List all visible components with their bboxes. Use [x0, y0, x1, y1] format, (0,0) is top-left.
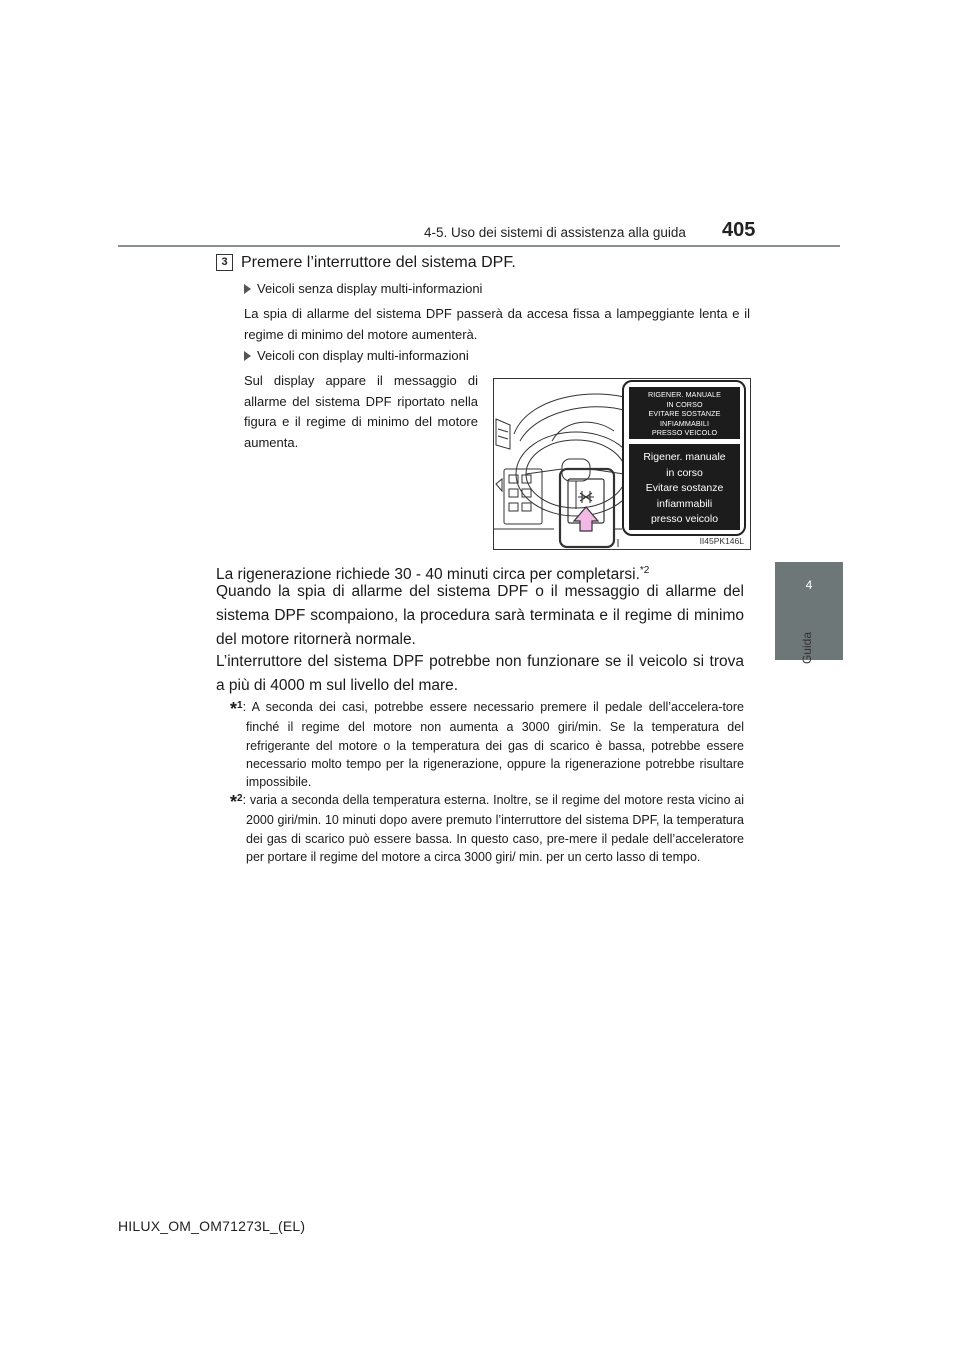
- footnote-1: [230, 697, 744, 791]
- document-id: HILUX_OM_OM71273L_(EL): [118, 1218, 306, 1234]
- message-line: EVITARE SOSTANZE: [648, 409, 721, 419]
- footnote-star: *$^1$: [230, 699, 243, 719]
- chapter-tab-number: 4: [805, 578, 813, 592]
- paragraph-altitude: L’interruttore del sistema DPF potrebbe non funzionare se il veicolo si trova a più di 4000 m sul livello del mare.: [216, 653, 744, 694]
- message-line: presso veicolo: [650, 513, 719, 525]
- header-divider: [118, 245, 840, 247]
- chapter-tab-label: Guida: [800, 632, 814, 665]
- case-heading-no-display: [244, 281, 482, 296]
- message-line: RIGENER. MANUALE: [647, 390, 722, 399]
- message-line: in corso: [666, 466, 703, 479]
- message-display-uppercase: [629, 387, 740, 439]
- case-heading-label: Veicoli con display multi-informazioni: [257, 348, 469, 363]
- step-title: Premere l’interruttore del sistema DPF.: [241, 254, 516, 271]
- step-number-badge: 3: [216, 254, 233, 271]
- triangle-bullet-icon: [244, 351, 251, 361]
- case-text-with-display: Sul display appare il messaggio di allarme del sistema DPF riportato nella figura e il regime di minimo del motore aumenta.: [244, 373, 478, 450]
- paragraph-completion: Quando la spia di allarme del sistema DPF o il messaggio di allarme del sistema DPF scompaiono, la procedura sarà terminata e il regime di minimo del motore ritornerà normale.: [216, 583, 744, 648]
- case-heading-label: Veicoli senza display multi-informazioni: [257, 281, 483, 296]
- footnote-text: : varia a seconda della temperatura esterna. Inoltre, se il regime del motore resta vicino ai 2000 giri/min. 10 minuti dopo avere premuto l’interruttore del sistema DPF, la temperatura dei gas di scarico può essere bassa. In questo caso, pre-mere il pedale dell’acceleratore per portare il regime del motore a circa 3000 giri/ min. per un certo lasso di tempo.: [242, 793, 744, 864]
- figure-code: II45PK146L: [699, 536, 744, 546]
- footnote-2: [230, 790, 744, 866]
- message-display-mixedcase: [629, 444, 740, 530]
- message-line: Evitare sostanze: [645, 482, 724, 494]
- message-line: Rigener. manuale: [643, 451, 726, 463]
- paragraph-text: La rigenerazione richiede 30 - 40 minuti circa per completarsi.: [216, 566, 640, 584]
- footnote-text: : A seconda dei casi, potrebbe essere necessario premere il pedale dell’accelera-tore finché il regime del motore non aumenta a 3000 giri/min. Se la temperatura del refrigerante del motore o la temperatura dei gas di scarico è bassa, potrebbe essere necessario molto tempo per la rigenerazione, oppure la rigenerazione potrebbe risultare impossibile.: [242, 700, 744, 790]
- case-text-no-display: La spia di allarme del sistema DPF passerà da accesa fissa a lampeggiante lenta e il regime di minimo del motore aumenterà.: [244, 306, 750, 342]
- message-line: infiammabili: [656, 497, 713, 510]
- footnote-star: *$^2$: [230, 792, 243, 812]
- case-heading-with-display: [244, 348, 469, 363]
- triangle-bullet-icon: [244, 284, 251, 294]
- footnote-reference: *2: [639, 565, 650, 576]
- section-title: 4-5. Uso dei sistemi di assistenza alla guida: [424, 225, 686, 240]
- page-number: 405: [722, 219, 756, 241]
- message-line: PRESSO VEICOLO: [651, 428, 718, 438]
- message-line: INFIAMMABILI: [659, 418, 710, 428]
- message-line: IN CORSO: [666, 399, 703, 409]
